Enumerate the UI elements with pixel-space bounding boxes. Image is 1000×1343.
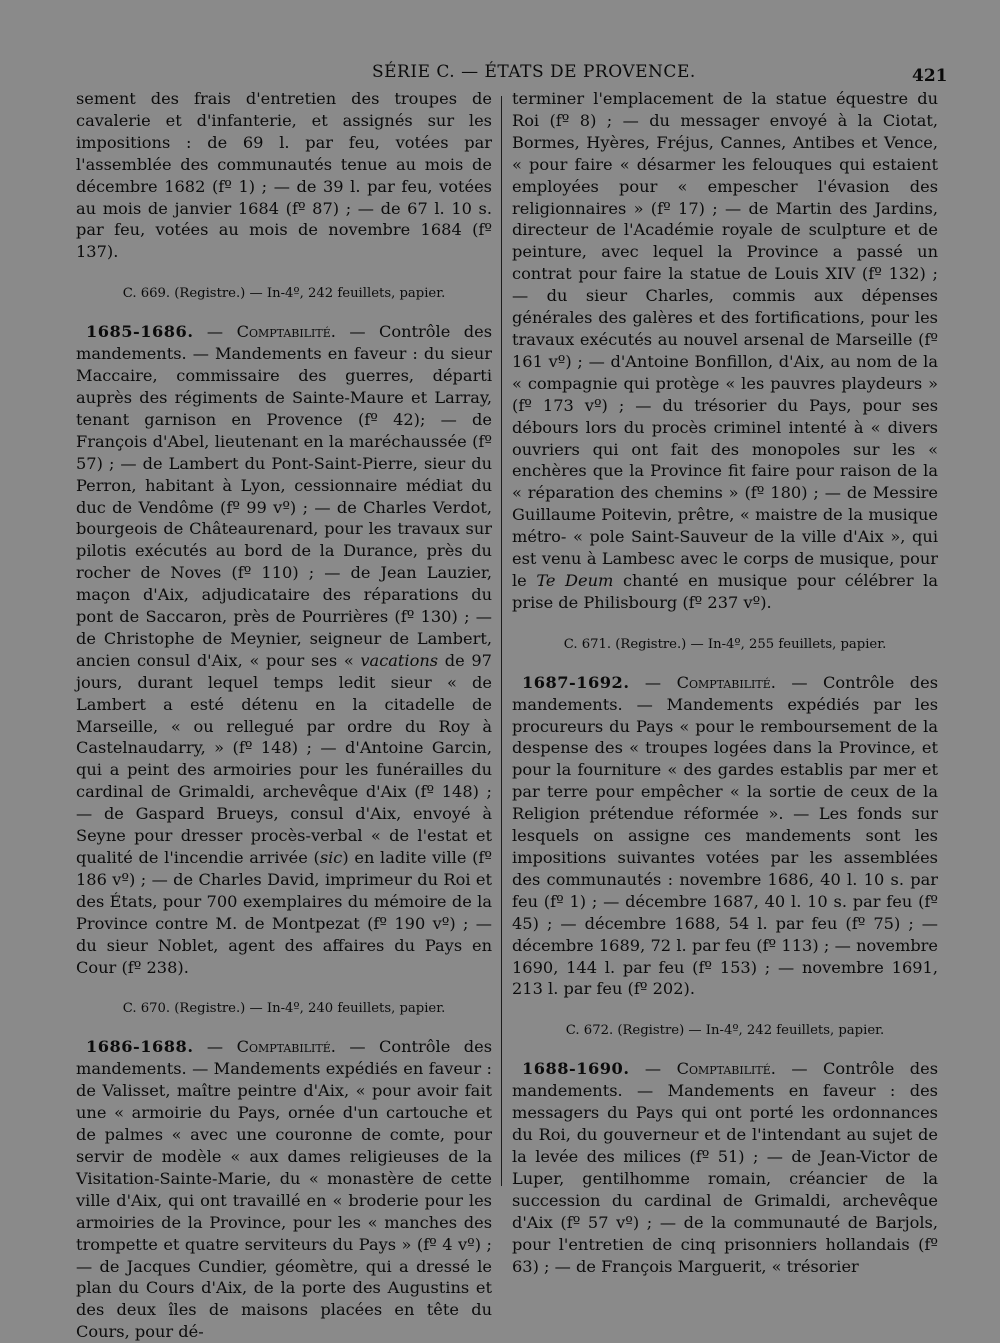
- entry-heading: Comptabilité.: [676, 1059, 776, 1079]
- entry-text: terminer l'emplacement de la statue équestre du Roi (fº 8) ; — du messager envoyé à la Ciotat, Bormes, Hyères, Fréjus, Cannes, Antibes et Vence, « pour faire « désarmer les felouques qui estaient employées pour « empescher l'évasion des religionnaires » (fº 17) ; — de Martin des Jardins, directeur de l'Académie royale de sculpture et de peinture, avec lequel la Province a passé un contrat pour faire la statue de Louis XIV (fº 132) ; — du sieur Charles, commis aux dépenses générales des galères et des fortifications, pour les travaux exécutés au nouvel arsenal de Marseille (fº 161 vº) ; — d'Antoine Bonfillon, d'Aix, au nom de la « compagnie qui protège « les pauvres playdeurs » (fº 173 vº) ; — du trésorier du Pays, pour ses débours lors du procès criminel intenté à « divers ouvriers qui ont fait des monopoles sur les « enchères que la Province fit faire pour raison de la « réparation des chemins » (fº 180) ; — de Messire Guillaume Poitevin, prêtre, « maistre de la musique métro- « pole Saint-Sauveur de la ville d'Aix », qui est venu à Lambesc avec le corps de musique, pour le: [512, 89, 938, 590]
- entry-669: 1685-1686. — Comptabilité. — Contrôle des mandements. — Mandements en faveur : du sieur Maccaire, commissaire des guerres, départi auprès des régiments de Sainte-Maure et Larray, tenant garnison en Provence (fº 42); — de François d'Abel, lieutenant en la maréchaussée (fº 57) ; — de Lambert du Pont-Saint-Pierre, sieur du Perron, habitant à Lyon, cessionnaire médiat du duc de Vendôme (fº 99 vº) ; — de Charles Verdot, bourgeois de Châteaurenard, pour les travaux sur pilotis exécutés au bord de la Durance, près du rocher de Noves (fº 110) ; — de Jean Lauzier, maçon d'Aix, adjudicataire des réparations du pont de Saccaron, près de Pourrières (fº 130) ; — de Christophe de Meynier, seigneur de Lambert, ancien consul d'Aix, « pour ses « vacations de 97 jours, durant lequel temps ledit sieur « de Lambert a esté détenu en la citadelle de Marseille, « ou rellegué par ordre du Roy à Castelnaudarry, » (fº 148) ; — d'Antoine Garcin, qui a peint des armoiries pour les funérailles du cardinal de Grimaldi, archevêque d'Aix (fº 148) ; — de Gaspard Brueys, consul d'Aix, envoyé à Seyne pour dresser procès-verbal « de l'estat et qualité de l'incendie arrivée (sic) en ladite ville (fº 186 vº) ; — de Charles David, imprimeur du Roi et des États, pour 700 exemplaires du mémoire de la Province contre M. de Montpezat (fº 190 vº) ; — du sieur Noblet, agent des affaires du Pays en Cour (fº 238).: [76, 322, 492, 977]
- entry-date: 1687-1692.: [522, 672, 630, 692]
- entry-672: 1688-1690. — Comptabilité. — Contrôle des mandements. — Mandements en faveur : des messagers du Pays qui ont porté les ordonnances du Roi, du gouverneur et de l'intendant au sujet de la levée des milices (fº 51) ; — de Jean-Victor de Luper, gentilhomme romain, créancier de la succession du cardinal de Grimaldi, archevêque d'Aix (fº 57 vº) ; — de la communauté de Barjols, pour l'entretien de cinq prisonniers hollandais (fº 63) ; — de François Marguerit, « trésorier: [512, 1059, 938, 1276]
- page-number: 421: [912, 66, 948, 86]
- entry-text: — Contrôle des mandements. — Mandements expédiés en faveur : de Valisset, maître peintre d'Aix, « pour avoir fait une « armoirie du Pays, ornée d'un cartouche et de palmes « avec une couronne de comte, pour servir de modèle « aux dames religieuses de la Visitation-Sainte-Marie, du « monastère de cette ville d'Aix, qui ont travaillé en « broderie pour les armoiries de la Province, pour les « manches des trompette et quatre serviteurs du Pays » (fº 4 vº) ; — de Jacques Cundier, géomètre, qui a dressé le plan du Cours d'Aix, de la porte des Augustins et des deux îles de maisons placées en tête du Cours, pour dé-: [76, 1037, 492, 1342]
- entry-date: 1688-1690.: [522, 1059, 630, 1079]
- continuation-paragraph: [512, 88, 938, 614]
- register-reference-671: C. 671. (Registre.) — In-4º, 255 feuillets, papier.: [563, 636, 887, 652]
- page-header: [0, 60, 1000, 88]
- entry-671: 1687-1692. — Comptabilité. — Contrôle des mandements. — Mandements expédiés par les procureurs du Pays « pour le remboursement de la despense des « troupes logées dans la Province, et pour la fourniture « des gardes establis par mer et par terre pour empêcher « la sortie de ceux de la Religion prétendue réformée ». — Les fonds sur lesquels on assigne ces mandements sont les impositions suivantes votées par les assemblées des communautés : novembre 1686, 40 l. 10 s. par feu (fº 1) ; — décembre 1687, 40 l. 10 s. par feu (fº 45) ; — décembre 1688, 54 l. par feu (fº 75) ; — décembre 1689, 72 l. par feu (fº 113) ; — novembre 1690, 144 l. par feu (fº 153) ; — novembre 1691, 213 l. par feu (fº 202).: [512, 672, 938, 999]
- register-reference-672: C. 672. (Registre) — In-4º, 242 feuillets, papier.: [565, 1023, 885, 1039]
- entry-date: 1686-1688.: [86, 1037, 194, 1057]
- entry-text: — Contrôle des mandements. — Mandements en faveur : du sieur Maccaire, commissaire des guerres, départi auprès des régiments de Sainte-Maure et Larray, tenant garnison en Provence (fº 42); — de François d'Abel, lieutenant en la maréchaussée (fº 57) ; — de Lambert du Pont-Saint-Pierre, sieur du Perron, habitant à Lyon, cessionnaire médiat du duc de Vendôme (fº 99 vº) ; — de Charles Verdot, bourgeois de Châteaurenard, pour les travaux sur pilotis exécutés au bord de la Durance, près du rocher de Noves (fº 110) ; — de Jean Lauzier, maçon d'Aix, adjudicataire des réparations du pont de Saccaron, près de Pourrières (fº 130) ; — de Christophe de Meynier, seigneur de Lambert, ancien consul d'Aix, « pour ses «: [76, 322, 492, 670]
- entry-text: — Contrôle des mandements. — Mandements en faveur : des messagers du Pays qui ont porté les ordonnances du Roi, du gouverneur et de l'intendant au sujet de la levée des milices (fº 51) ; — de Jean-Victor de Luper, gentilhomme romain, créancier de la succession du cardinal de Grimaldi, archevêque d'Aix (fº 57 vº) ; — de la communauté de Barjols, pour l'entretien de cinq prisonniers hollandais (fº 63) ; — de François Marguerit, « trésorier: [512, 1059, 938, 1276]
- italic-term: sic: [319, 848, 343, 867]
- italic-term: Te Deum: [536, 570, 614, 590]
- entry-text: ) en ladite ville (fº 186 vº) ; — de Charles David, imprimeur du Roi et des États, pour 700 exemplaires du mémoire de la Province contre M. de Montpezat (fº 190 vº) ; — du sieur Noblet, agent des affaires du Pays en Cour (fº 238).: [76, 848, 492, 977]
- column-divider: [501, 96, 502, 1186]
- italic-term: vacations: [360, 650, 439, 670]
- entry-text: chanté en musique pour célébrer la prise de Philisbourg (fº 237 vº).: [512, 570, 938, 612]
- entry-text: de 97 jours, durant lequel temps ledit sieur « de Lambert a esté détenu en la citadelle de Marseille, « ou rellegué par ordre du Roy à Castelnaudarry, » (fº 148) ; — d'Antoine Garcin, qui a peint des armoiries pour les funérailles du cardinal de Grimaldi, archevêque d'Aix (fº 148) ; — de Gaspard Brueys, consul d'Aix, envoyé à Seyne pour dresser procès-verbal « de l'estat et qualité de l'incendie arrivée (: [76, 650, 492, 867]
- entry-heading: Comptabilité.: [236, 322, 336, 342]
- entry-670: 1686-1688. — Comptabilité. — Contrôle des mandements. — Mandements expédiés en faveur : de Valisset, maître peintre d'Aix, « pour avoir fait une « armoirie du Pays, ornée d'un cartouche et de palmes « avec une couronne de comte, pour servir de modèle « aux dames religieuses de la Visitation-Sainte-Marie, du « monastère de cette ville d'Aix, qui ont travaillé en « broderie pour les armoiries de la Province, pour les « manches des trompette et quatre serviteurs du Pays » (fº 4 vº) ; — de Jacques Cundier, géomètre, qui a dressé le plan du Cours d'Aix, de la porte des Augustins et des deux îles de maisons placées en tête du Cours, pour dé-: [76, 1037, 492, 1342]
- entry-heading: Comptabilité.: [236, 1037, 336, 1057]
- register-reference-669: C. 669. (Registre.) — In-4º, 242 feuillets, papier.: [122, 286, 446, 302]
- left-column: [76, 88, 492, 1343]
- entry-text: — Contrôle des mandements. — Mandements expédiés par les procureurs du Pays « pour le remboursement de la despense des « troupes logées dans la Province, et pour la fourniture « des gardes establis par mer et par terre pour empêcher « la sortie de ceux de la Religion prétendue réformée ». — Les fonds sur lesquels on assigne ces mandements sont les impositions suivantes votées par les assemblées des communautés : novembre 1686, 40 l. 10 s. par feu (fº 1) ; — décembre 1687, 40 l. 10 s. par feu (fº 45) ; — décembre 1688, 54 l. par feu (fº 75) ; — décembre 1689, 72 l. par feu (fº 113) ; — novembre 1690, 144 l. par feu (fº 153) ; — novembre 1691, 213 l. par feu (fº 202).: [512, 672, 938, 999]
- register-reference-670: C. 670. (Registre.) — In-4º, 240 feuillets, papier.: [122, 1001, 446, 1017]
- entry-heading: Comptabilité.: [676, 672, 776, 692]
- running-title: SÉRIE C. — ÉTATS DE PROVENCE.: [372, 62, 696, 82]
- continuation-paragraph: sement des frais d'entretien des troupes de cavalerie et d'infanterie, et assignés sur les impositions : de 69 l. par feu, votées par l'assemblée des communautés tenue au mois de décembre 1682 (fº 1) ; — de 39 l. par feu, votées au mois de janvier 1684 (fº 87) ; — de 67 l. 10 s. par feu, votées au mois de novembre 1684 (fº 137).: [76, 89, 492, 262]
- entry-date: 1685-1686.: [86, 322, 194, 342]
- right-column: [512, 88, 938, 1277]
